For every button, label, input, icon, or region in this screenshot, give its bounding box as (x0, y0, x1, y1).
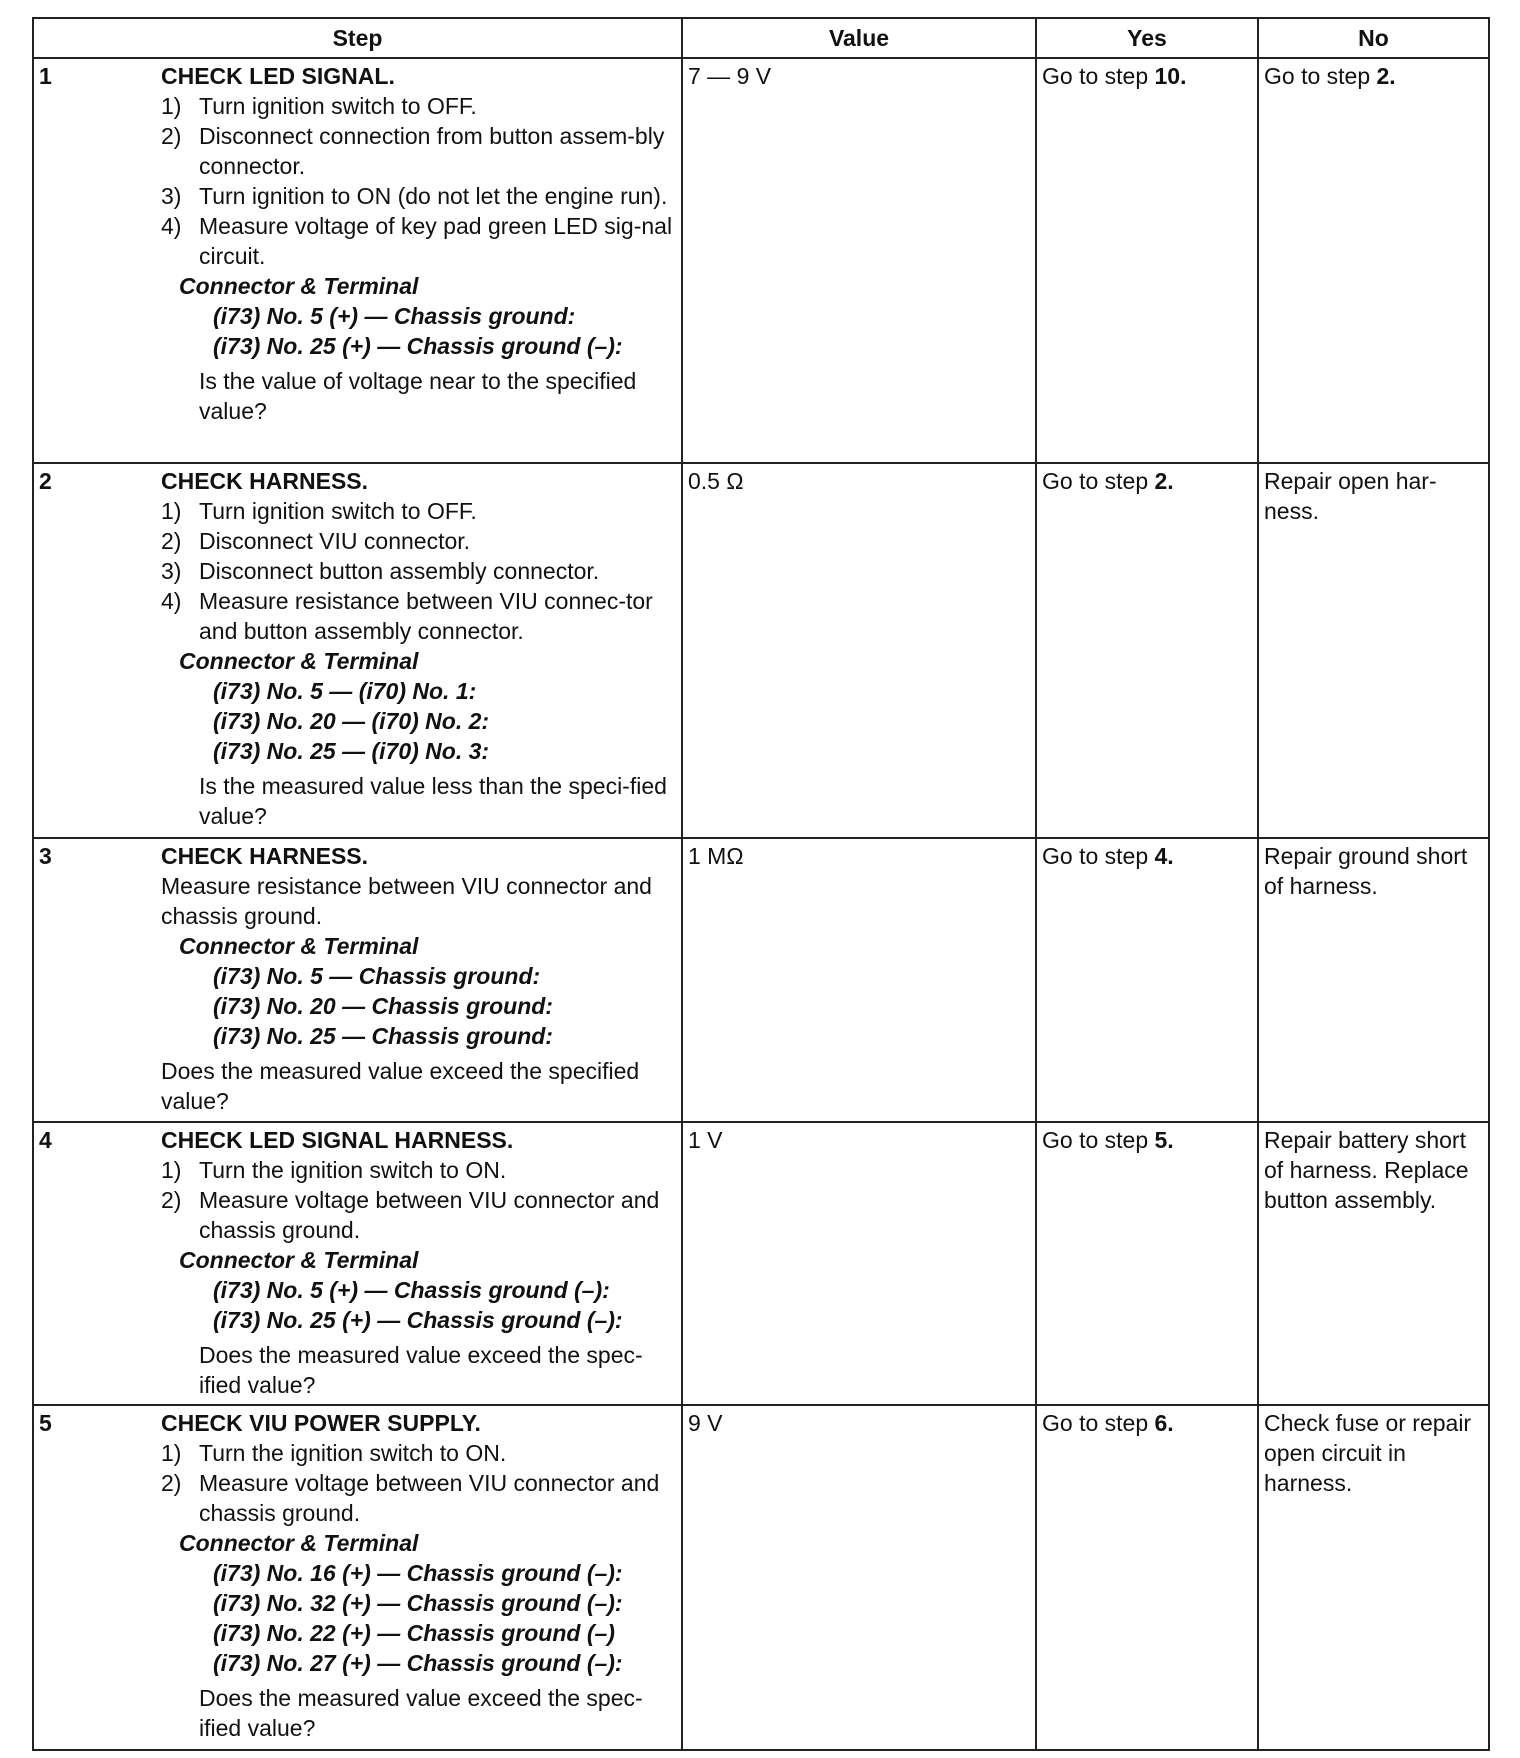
no-cell: Check fuse or repair open circuit in harness. (1258, 1405, 1489, 1750)
header-row (33, 18, 1489, 58)
terminal-spec: (i73) No. 22 (+) — Chassis ground (–) (213, 1620, 615, 1646)
procedure-list (161, 496, 676, 646)
step-cell (33, 838, 682, 1122)
header-no: No (1258, 18, 1489, 58)
list-item: 1) Turn the ignition switch to ON. (161, 1157, 507, 1183)
value-cell: 1 V (682, 1122, 1036, 1405)
yes-cell: Go to step 2. (1036, 463, 1258, 838)
step-cell (33, 463, 682, 838)
table-row (33, 838, 1489, 1122)
list-item: 2) Disconnect connection from button assem-bly connector. (161, 123, 665, 179)
header-value: Value (682, 18, 1036, 58)
list-item: 1) Turn ignition switch to OFF. (161, 498, 477, 524)
no-cell: Repair battery short of harness. Replace button assembly. (1258, 1122, 1489, 1405)
step-cell (33, 1405, 682, 1750)
diagnostic-table (32, 17, 1490, 1751)
step-number: 4 (39, 1127, 52, 1153)
step-question: Does the measured value exceed the specified value? (161, 1058, 640, 1114)
table-row (33, 463, 1489, 838)
connector-terminal-label: Connector & Terminal (179, 1530, 419, 1556)
terminal-spec: (i73) No. 20 — Chassis ground: (213, 993, 553, 1019)
step-title: CHECK HARNESS. (161, 468, 369, 494)
step-cell (33, 1122, 682, 1405)
no-cell: Repair ground short of harness. (1258, 838, 1489, 1122)
step-title: CHECK HARNESS. (161, 843, 369, 869)
step-number: 3 (39, 843, 52, 869)
list-item: 3) Disconnect button assembly connector. (161, 558, 600, 584)
step-description: Measure resistance between VIU connector and chassis ground. (161, 873, 652, 929)
terminal-spec: (i73) No. 25 (+) — Chassis ground (–): (213, 1307, 623, 1333)
yes-cell: Go to step 10. (1036, 58, 1258, 463)
value-cell: 1 MΩ (682, 838, 1036, 1122)
no-cell: Go to step 2. (1258, 58, 1489, 463)
step-title: CHECK LED SIGNAL. (161, 63, 395, 89)
step-question: Does the measured value exceed the spec-ified value? (199, 1685, 643, 1741)
terminal-spec: (i73) No. 25 (+) — Chassis ground (–): (213, 333, 623, 359)
list-item: 2) Disconnect VIU connector. (161, 528, 471, 554)
procedure-list (161, 91, 676, 271)
yes-cell: Go to step 5. (1036, 1122, 1258, 1405)
terminal-spec: (i73) No. 16 (+) — Chassis ground (–): (213, 1560, 623, 1586)
header-step: Step (33, 18, 682, 58)
list-item: 3) Turn ignition to ON (do not let the engine run). (161, 183, 668, 209)
step-number: 2 (39, 468, 52, 494)
list-item: 4) Measure voltage of key pad green LED sig-nal circuit. (161, 213, 673, 269)
terminal-spec: (i73) No. 25 — (i70) No. 3: (213, 738, 490, 764)
terminal-spec: (i73) No. 20 — (i70) No. 2: (213, 708, 490, 734)
value-cell: 9 V (682, 1405, 1036, 1750)
step-title: CHECK VIU POWER SUPPLY. (161, 1410, 481, 1436)
list-item: 4) Measure resistance between VIU connec-tor and button assembly connector. (161, 588, 653, 644)
list-item: 1) Turn ignition switch to OFF. (161, 93, 477, 119)
step-number: 5 (39, 1410, 52, 1436)
value-cell: 0.5 Ω (682, 463, 1036, 838)
list-item: 2) Measure voltage between VIU connector and chassis ground. (161, 1470, 660, 1526)
step-question: Is the measured value less than the speci-fied value? (199, 773, 667, 829)
value-cell: 7 — 9 V (682, 58, 1036, 463)
yes-cell: Go to step 4. (1036, 838, 1258, 1122)
yes-cell: Go to step 6. (1036, 1405, 1258, 1750)
connector-terminal-label: Connector & Terminal (179, 1247, 419, 1273)
table-row (33, 1405, 1489, 1750)
terminal-spec: (i73) No. 25 — Chassis ground: (213, 1023, 553, 1049)
table-row (33, 1122, 1489, 1405)
procedure-list (161, 1155, 676, 1245)
step-cell (33, 58, 682, 463)
list-item: 1) Turn the ignition switch to ON. (161, 1440, 507, 1466)
step-title: CHECK LED SIGNAL HARNESS. (161, 1127, 514, 1153)
terminal-spec: (i73) No. 32 (+) — Chassis ground (–): (213, 1590, 623, 1616)
terminal-spec: (i73) No. 5 — (i70) No. 1: (213, 678, 477, 704)
header-yes: Yes (1036, 18, 1258, 58)
connector-terminal-label: Connector & Terminal (179, 933, 419, 959)
step-number: 1 (39, 63, 52, 89)
connector-terminal-label: Connector & Terminal (179, 273, 419, 299)
table-row (33, 58, 1489, 463)
no-cell: Repair open har-ness. (1258, 463, 1489, 838)
connector-terminal-label: Connector & Terminal (179, 648, 419, 674)
list-item: 2) Measure voltage between VIU connector and chassis ground. (161, 1187, 660, 1243)
terminal-spec: (i73) No. 5 (+) — Chassis ground: (213, 303, 576, 329)
procedure-list (161, 1438, 676, 1528)
terminal-spec: (i73) No. 27 (+) — Chassis ground (–): (213, 1650, 623, 1676)
terminal-spec: (i73) No. 5 — Chassis ground: (213, 963, 541, 989)
step-question: Does the measured value exceed the spec-ified value? (199, 1342, 643, 1398)
terminal-spec: (i73) No. 5 (+) — Chassis ground (–): (213, 1277, 610, 1303)
step-question: Is the value of voltage near to the specified value? (199, 368, 637, 424)
